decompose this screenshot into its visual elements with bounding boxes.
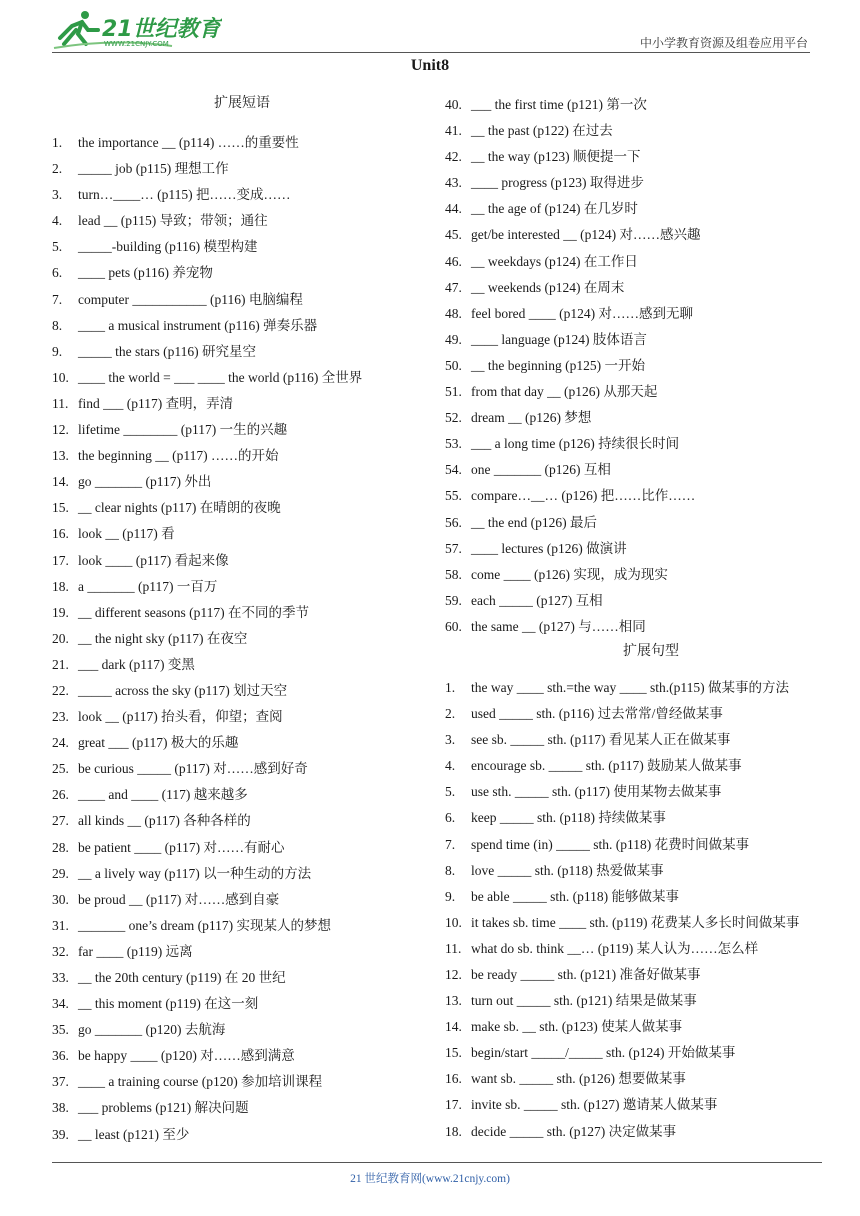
item-text: _____ job (p115) 理想工作 [78,161,229,177]
item-text: ___ a long time (p126) 持续很长时间 [471,436,680,452]
list-item [445,118,857,144]
item-text: decide _____ sth. (p127) 决定做某事 [471,1123,677,1139]
item-number: 3. [52,187,63,203]
item-number: 17. [52,552,69,568]
list-item [52,1069,432,1095]
list-item [52,808,432,834]
item-text: _____ across the sky (p117) 划过天空 [78,682,288,698]
list-item [445,962,857,988]
item-number: 11. [52,395,69,411]
item-number: 16. [445,1071,462,1087]
list-item [445,588,857,614]
item-number: 10. [445,914,462,930]
list-item [52,1043,432,1069]
item-number: 9. [445,888,456,904]
item-number: 48. [445,305,462,321]
item-number: 12. [445,967,462,982]
list-item [445,1092,857,1118]
item-text: ____ pets (p116) 养宠物 [78,265,213,281]
header-platform-name: 中小学教育资源及组卷应用平台 [639,36,808,50]
item-number: 26. [52,787,69,803]
item-number: 40. [445,97,462,112]
list-item [52,652,432,678]
item-number: 50. [445,357,462,373]
item-text: from that day __ (p126) 从那天起 [471,384,658,400]
list-item [445,727,857,753]
item-number: 43. [445,175,462,191]
item-text: feel bored ____ (p124) 对……感到无聊 [471,305,693,321]
item-text: look ____ (p117) 看起来像 [78,552,229,568]
item-text: dream __ (p126) 梦想 [471,410,592,426]
item-text: the way ____ sth.=the way ____ sth.(p115) 做某事的方法 [471,679,789,695]
list-item [445,483,857,509]
list-item [445,805,857,831]
list-item [52,339,432,365]
item-number: 29. [52,865,69,881]
item-text: it takes sb. time ____ sth. (p119) 花费某人多长时间做某事 [471,914,800,930]
item-text: ____ language (p124) 肢体语言 [471,331,647,347]
item-text: __ weekdays (p124) 在工作日 [471,253,638,269]
item-number: 58. [445,566,462,582]
item-number: 56. [445,514,462,530]
item-text: be ready _____ sth. (p121) 准备好做某事 [471,967,701,982]
list-item [445,562,857,588]
item-number: 1. [445,679,456,695]
list-item [52,521,432,547]
list-item [445,614,857,640]
item-number: 57. [445,540,462,556]
list-item [445,457,857,483]
list-item [445,701,857,727]
item-text: find ___ (p117) 查明，弄清 [78,395,234,411]
item-number: 15. [52,500,69,516]
item-text: the same __ (p127) 与……相同 [471,618,646,634]
item-number: 30. [52,891,69,907]
list-item [445,1040,857,1066]
item-text: __ the 20th century (p119) 在 20 世纪 [78,970,286,985]
item-number: 14. [445,1019,462,1035]
item-number: 25. [52,761,69,777]
item-text: ___ dark (p117) 变黑 [78,656,195,672]
item-number: 41. [445,123,462,139]
item-number: 47. [445,279,462,295]
list-item [445,910,857,936]
item-text: invite sb. _____ sth. (p127) 邀请某人做某事 [471,1097,718,1113]
list-item [445,675,857,701]
item-text: go _______ (p117) 外出 [78,474,212,490]
item-number: 10. [52,369,69,385]
item-text: computer ___________ (p116) 电脑编程 [78,291,303,307]
item-text: spend time (in) _____ sth. (p118) 花费时间做某事 [471,836,750,852]
list-item [52,1122,432,1148]
item-text: use sth. _____ sth. (p117) 使用某物去做某事 [471,784,722,800]
item-text: get/be interested __ (p124) 对……感兴趣 [471,227,701,243]
item-number: 4. [52,213,63,229]
item-text: ____ lectures (p126) 做演讲 [471,540,627,556]
list-item [445,170,857,196]
item-number: 9. [52,343,63,359]
item-number: 46. [445,253,462,269]
item-text: __ different seasons (p117) 在不同的季节 [78,604,309,620]
item-text: far ____ (p119) 远离 [78,943,193,959]
footer-divider [52,1162,822,1163]
item-number: 36. [52,1048,69,1064]
item-number: 8. [52,317,63,333]
item-number: 6. [52,265,63,281]
item-number: 52. [445,410,462,426]
item-number: 13. [445,993,462,1009]
item-number: 51. [445,384,462,400]
list-item [445,753,857,779]
site-logo [52,8,222,50]
item-text: __ the end (p126) 最后 [471,514,597,530]
item-text: __ the age of (p124) 在几岁时 [471,201,638,217]
page-title: Unit8 [410,57,450,74]
item-text: all kinds __ (p117) 各种各样的 [78,813,251,829]
item-number: 28. [52,839,69,855]
item-number: 5. [445,784,456,800]
list-item [445,1066,857,1092]
list-item [445,988,857,1014]
item-text: compare…__… (p126) 把……比作…… [471,488,696,504]
item-text: used _____ sth. (p116) 过去常常/曾经做某事 [471,706,723,722]
item-number: 32. [52,943,69,959]
item-number: 34. [52,996,69,1012]
item-text: __ the night sky (p117) 在夜空 [78,630,248,646]
item-text: make sb. __ sth. (p123) 使某人做某事 [471,1019,683,1035]
list-item [52,835,432,861]
list-item [52,417,432,443]
item-text: ____ a musical instrument (p116) 弹奏乐器 [78,317,318,333]
item-text: be patient ____ (p117) 对……有耐心 [78,839,285,855]
list-item [52,861,432,887]
item-text: __ a lively way (p117) 以一种生动的方法 [78,865,312,881]
item-number: 27. [52,813,69,829]
list-item [52,469,432,495]
list-item [52,365,432,391]
sentences-section-title: 扩展句型 [623,642,679,659]
item-text: lifetime ________ (p117) 一生的兴趣 [78,422,288,438]
item-text: __ this moment (p119) 在这一刻 [78,996,259,1012]
list-item [52,1095,432,1121]
list-item [52,756,432,782]
item-number: 7. [52,291,63,307]
item-number: 6. [445,810,456,826]
item-number: 44. [445,201,462,217]
list-item [445,1014,857,1040]
item-number: 54. [445,462,462,478]
item-number: 20. [52,630,69,646]
item-number: 49. [445,331,462,347]
list-item [52,443,432,469]
item-number: 38. [52,1100,69,1116]
list-item [52,313,432,339]
list-item [52,887,432,913]
item-number: 22. [52,682,69,698]
list-item [52,600,432,626]
item-number: 18. [445,1123,462,1139]
list-item [52,391,432,417]
list-item [445,222,857,248]
item-text: want sb. _____ sth. (p126) 想要做某事 [471,1071,686,1087]
item-number: 21. [52,656,69,672]
list-item [52,287,432,313]
item-number: 12. [52,422,69,438]
list-item [445,92,857,118]
list-item [445,536,857,562]
item-number: 42. [445,149,462,165]
item-text: be curious _____ (p117) 对……感到好奇 [78,761,308,777]
item-text: turn out _____ sth. (p121) 结果是做某事 [471,993,697,1009]
list-item [445,327,857,353]
list-item [52,574,432,600]
item-number: 1. [52,135,63,150]
item-number: 14. [52,474,69,490]
item-number: 17. [445,1097,462,1113]
item-text: ____ the world = ___ ____ the world (p116) 全世界 [78,369,363,385]
item-text: see sb. _____ sth. (p117) 看见某人正在做某事 [471,732,731,748]
item-number: 19. [52,604,69,620]
item-text: each _____ (p127) 互相 [471,592,603,608]
list-item [52,965,432,991]
item-number: 7. [445,836,456,852]
list-item [52,939,432,965]
item-text: encourage sb. _____ sth. (p117) 鼓励某人做某事 [471,758,742,774]
phrases-section-title: 扩展短语 [214,95,270,111]
sentence-list [445,675,857,1145]
item-text: __ the past (p122) 在过去 [471,123,613,139]
list-item [52,156,432,182]
item-text: a _______ (p117) 一百万 [78,578,218,594]
item-text: _______ one’s dream (p117) 实现某人的梦想 [78,917,331,933]
list-item [445,405,857,431]
list-item [445,779,857,805]
item-number: 33. [52,970,69,985]
item-number: 4. [445,758,456,774]
item-text: __ weekends (p124) 在周末 [471,279,625,295]
item-text: __ least (p121) 至少 [78,1126,190,1142]
item-text: lead __ (p115) 导致；带领；通往 [78,213,268,229]
list-item [445,1119,857,1145]
list-item [445,353,857,379]
item-text: _____ the stars (p116) 研究星空 [78,343,256,359]
logo-text: 21世纪教育 [102,17,221,42]
item-number: 37. [52,1074,69,1090]
list-item [52,730,432,756]
list-item [445,431,857,457]
list-item [445,858,857,884]
item-number: 2. [445,706,456,722]
list-item [52,548,432,574]
list-item [52,130,432,156]
item-number: 8. [445,862,456,878]
logo-subtext: WWW.21CNJY.COM [104,40,169,48]
item-text: turn…____… (p115) 把……变成…… [78,187,291,203]
item-number: 5. [52,239,63,255]
item-text: ____ progress (p123) 取得进步 [471,175,644,191]
list-item [445,249,857,275]
item-number: 16. [52,526,69,542]
item-text: be proud __ (p117) 对……感到自豪 [78,891,280,907]
list-item [52,182,432,208]
list-item [52,913,432,939]
item-text: ___ the first time (p121) 第一次 [471,97,647,112]
item-number: 13. [52,448,69,464]
item-text: ___ problems (p121) 解决问题 [78,1100,249,1116]
list-item [445,144,857,170]
list-item [52,704,432,730]
phrase-list-part2 [445,92,857,640]
list-item [445,884,857,910]
item-text: __ clear nights (p117) 在晴朗的夜晚 [78,500,281,516]
left-column [52,92,432,1148]
phrase-list-part1 [52,130,432,1148]
item-text: begin/start _____/_____ sth. (p124) 开始做某事 [471,1045,736,1061]
list-item [445,832,857,858]
list-item [445,275,857,301]
item-text: love _____ sth. (p118) 热爱做某事 [471,862,664,878]
item-text: __ the beginning (p125) 一开始 [471,357,645,373]
item-text: __ the way (p123) 顺便提一下 [471,149,641,165]
item-number: 39. [52,1126,69,1142]
item-number: 45. [445,227,462,243]
item-text: be able _____ sth. (p118) 能够做某事 [471,888,679,904]
list-item [52,234,432,260]
right-column [445,92,857,1145]
item-text: ____ a training course (p120) 参加培训课程 [78,1074,323,1090]
item-number: 11. [445,940,462,956]
item-text: the beginning __ (p117) ……的开始 [78,448,279,464]
item-number: 53. [445,436,462,452]
item-number: 15. [445,1045,462,1061]
item-number: 23. [52,709,69,725]
list-item [52,495,432,521]
item-number: 59. [445,592,462,608]
item-number: 24. [52,735,69,751]
list-item [445,510,857,536]
item-text: be happy ____ (p120) 对……感到满意 [78,1048,295,1064]
item-number: 31. [52,917,69,933]
item-number: 35. [52,1022,69,1038]
item-text: keep _____ sth. (p118) 持续做某事 [471,810,666,826]
list-item [445,301,857,327]
list-item [52,678,432,704]
list-item [445,379,857,405]
item-number: 55. [445,488,462,504]
list-item [52,626,432,652]
item-number: 3. [445,732,456,748]
item-text: one _______ (p126) 互相 [471,462,611,478]
list-item [445,196,857,222]
item-text: ____ and ____ (117) 越来越多 [78,787,248,803]
footer-text: 21 世纪教育网(www.21cnjy.com) [350,1173,510,1185]
item-number: 60. [445,618,462,634]
item-number: 2. [52,161,63,177]
item-text: great ___ (p117) 极大的乐趣 [78,735,239,751]
item-text: look __ (p117) 抬头看，仰望；查阅 [78,709,283,725]
list-item [52,208,432,234]
item-text: go _______ (p120) 去航海 [78,1022,226,1038]
list-item [52,991,432,1017]
item-text: look __ (p117) 看 [78,526,175,542]
item-text: the importance __ (p114) ……的重要性 [78,135,299,150]
item-text: come ____ (p126) 实现，成为现实 [471,566,668,582]
header-divider [52,52,810,53]
list-item [52,260,432,286]
item-text: _____-building (p116) 模型构建 [78,239,258,255]
item-text: what do sb. think __… (p119) 某人认为……怎么样 [471,940,759,956]
item-number: 18. [52,578,69,594]
list-item [52,782,432,808]
list-item [445,936,857,962]
list-item [52,1017,432,1043]
